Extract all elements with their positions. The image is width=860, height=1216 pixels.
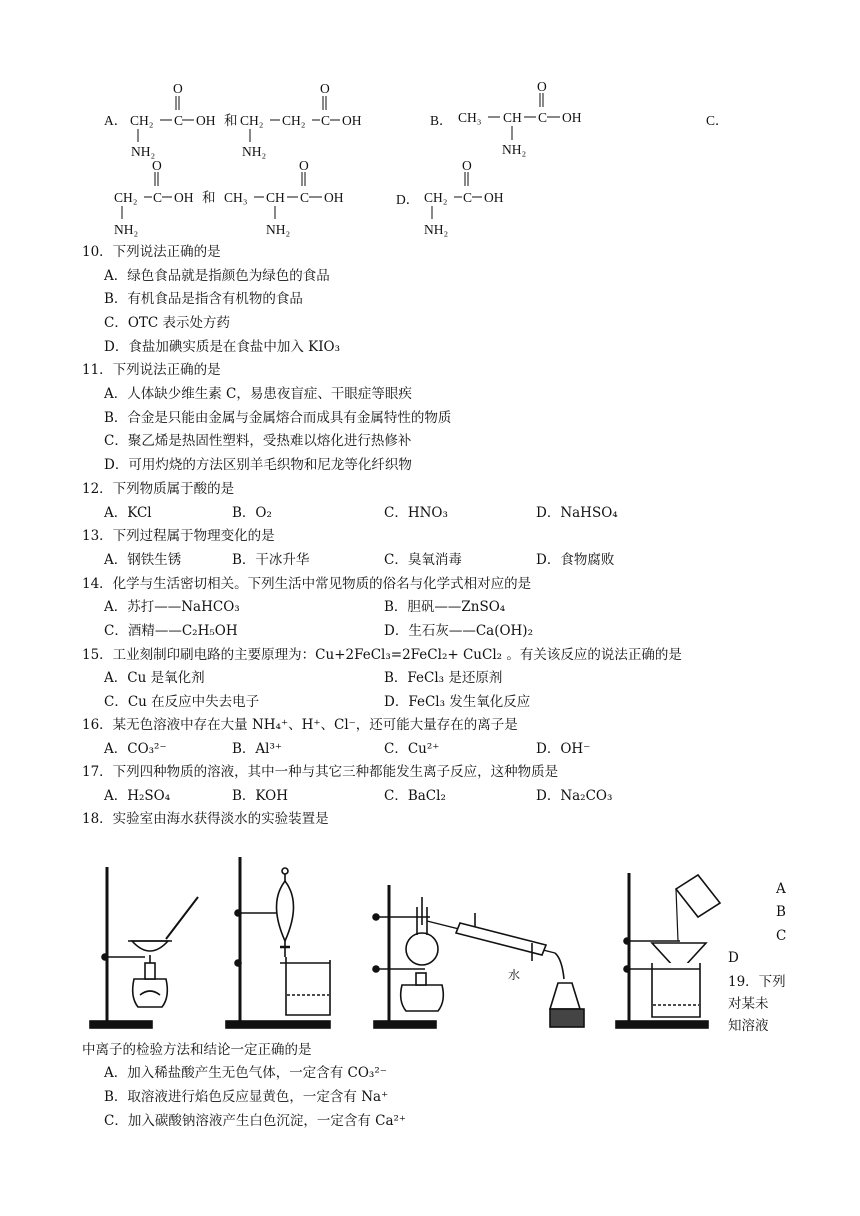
q15-option-c: C．Cu 在反应中失去电子 bbox=[104, 694, 260, 710]
side-letter-a: A bbox=[776, 881, 786, 897]
oh-text: OH bbox=[174, 190, 194, 205]
q14-option-a: A．苏打——NaHCO₃ bbox=[104, 599, 240, 615]
q13-option-b: B．干冰升华 bbox=[232, 552, 310, 568]
apparatus-figures bbox=[80, 845, 840, 1035]
q11-option-a: A．人体缺少维生素 C，易患夜盲症、干眼症等眼疾 bbox=[104, 386, 412, 402]
q12-option-b: B．O₂ bbox=[232, 505, 272, 521]
oh-text: OH bbox=[562, 110, 582, 125]
q16-option-b: B．Al³⁺ bbox=[232, 741, 283, 757]
q11-option-c: C．聚乙烯是热固性塑料，受热难以熔化进行热修补 bbox=[104, 433, 412, 449]
and-text: 和 bbox=[202, 190, 216, 205]
nh2-text: NH₂ bbox=[131, 144, 156, 159]
q19-stem-part1: 19．下列 bbox=[728, 974, 786, 990]
q10-option-a: A．绿色食品就是指颜色为绿色的食品 bbox=[104, 268, 330, 284]
evaporation-apparatus bbox=[90, 867, 198, 1028]
separatory-funnel-apparatus bbox=[226, 857, 330, 1028]
q10-option-c: C．OTC 表示处方药 bbox=[104, 315, 231, 331]
q17-option-c: C．BaCl₂ bbox=[384, 788, 446, 804]
ch3-text: CH₃ bbox=[458, 110, 482, 125]
beta-alanine-a bbox=[240, 81, 362, 159]
q15-option-a: A．Cu 是氧化剂 bbox=[104, 670, 205, 686]
c-text: C bbox=[153, 190, 163, 205]
nh2-text: NH₂ bbox=[242, 144, 267, 159]
option-c-label: C． bbox=[706, 113, 729, 128]
q18-stem: 18．实验室由海水获得淡水的实验装置是 bbox=[82, 811, 329, 827]
q14-option-b: B．胆矾——ZnSO₄ bbox=[384, 599, 506, 615]
q17-option-b: B．KOH bbox=[232, 788, 288, 804]
o-text: O bbox=[537, 79, 547, 94]
side-letter-d: D bbox=[728, 950, 739, 966]
q13-option-c: C．臭氧消毒 bbox=[384, 552, 462, 568]
c-text: C bbox=[321, 113, 331, 128]
oh-text: OH bbox=[342, 113, 362, 128]
q13-option-d: D．食物腐败 bbox=[536, 552, 615, 568]
option-d-label: D． bbox=[396, 192, 420, 207]
q16-option-d: D．OH⁻ bbox=[536, 741, 591, 757]
nh2-text: NH₂ bbox=[424, 222, 449, 237]
q15-option-b: B．FeCl₃ 是还原剂 bbox=[384, 670, 503, 686]
ch2-text: CH₂ bbox=[282, 113, 306, 128]
q11-option-d: D．可用灼烧的方法区别羊毛织物和尼龙等化纤织物 bbox=[104, 457, 412, 473]
q15-stem: 15．工业刻制印刷电路的主要原理为：Cu+2FeCl₃=2FeCl₂+ CuCl₂ 。有关该反应的说法正确的是 bbox=[82, 647, 682, 663]
nh2-text: NH₂ bbox=[502, 142, 527, 157]
q10-option-b: B．有机食品是指含有机物的食品 bbox=[104, 291, 303, 307]
q13-stem: 13．下列过程属于物理变化的是 bbox=[82, 528, 275, 544]
c-text: C bbox=[538, 110, 548, 125]
q11-stem: 11．下列说法正确的是 bbox=[82, 362, 221, 378]
q13-option-a: A．钢铁生锈 bbox=[104, 552, 182, 568]
filtration-apparatus bbox=[616, 873, 720, 1028]
distillation-apparatus bbox=[373, 885, 584, 1028]
q17-stem: 17．下列四种物质的溶液，其中一种与其它三种都能发生离子反应，这种物质是 bbox=[82, 764, 559, 780]
q16-option-c: C．Cu²⁺ bbox=[384, 741, 440, 757]
nh2-text: NH₂ bbox=[266, 222, 291, 237]
q19-stem-part3: 知溶液 bbox=[728, 1018, 769, 1034]
structures-q9 bbox=[0, 0, 860, 250]
water-label: 水 bbox=[508, 968, 521, 982]
q17-option-a: A．H₂SO₄ bbox=[104, 788, 171, 804]
o-text: O bbox=[299, 158, 309, 173]
q17-option-d: D．Na₂CO₃ bbox=[536, 788, 613, 804]
o-text: O bbox=[462, 158, 472, 173]
ch-text: CH bbox=[503, 110, 522, 125]
q11-option-b: B．合金是只能由金属与金属熔合而成具有金属特性的物质 bbox=[104, 410, 452, 426]
oh-text: OH bbox=[196, 113, 216, 128]
ch2-text: CH₂ bbox=[114, 190, 138, 205]
q19-stem-part4: 中离子的检验方法和结论一定正确的是 bbox=[82, 1042, 312, 1058]
q16-option-a: A．CO₃²⁻ bbox=[104, 741, 167, 757]
alanine-b bbox=[458, 79, 582, 157]
c-text: C bbox=[463, 190, 473, 205]
q14-option-c: C．酒精——C₂H₅OH bbox=[104, 623, 238, 639]
q14-stem: 14．化学与生活密切相关。下列生活中常见物质的俗名与化学式相对应的是 bbox=[82, 576, 532, 592]
ch2-text: CH₂ bbox=[240, 113, 264, 128]
ch2-text: CH₂ bbox=[130, 113, 154, 128]
q12-option-c: C．HNO₃ bbox=[384, 505, 448, 521]
nh2-text: NH₂ bbox=[114, 222, 139, 237]
q12-option-d: D．NaHSO₄ bbox=[536, 505, 618, 521]
o-text: O bbox=[173, 81, 183, 96]
glycine-d bbox=[424, 158, 504, 237]
q19-option-a: A．加入稀盐酸产生无色气体，一定含有 CO₃²⁻ bbox=[104, 1065, 387, 1081]
q19-option-b: B．取溶液进行焰色反应显黄色，一定含有 Na⁺ bbox=[104, 1089, 389, 1105]
q16-stem: 16．某无色溶液中存在大量 NH₄⁺、H⁺、Cl⁻，还可能大量存在的离子是 bbox=[82, 717, 518, 733]
q14-option-d: D．生石灰——Ca(OH)₂ bbox=[384, 623, 533, 639]
oh-text: OH bbox=[484, 190, 504, 205]
c-text: C bbox=[300, 190, 310, 205]
side-letter-b: B bbox=[776, 904, 786, 920]
side-letter-c: C bbox=[776, 928, 787, 944]
glycine-a bbox=[130, 81, 216, 159]
q12-stem: 12．下列物质属于酸的是 bbox=[82, 481, 235, 497]
o-text: O bbox=[152, 158, 162, 173]
ch-text: CH bbox=[266, 190, 285, 205]
and-text: 和 bbox=[224, 113, 238, 128]
alanine-c bbox=[224, 158, 344, 237]
ch3-text: CH₃ bbox=[224, 190, 248, 205]
ch2-text: CH₂ bbox=[424, 190, 448, 205]
option-a-label: A． bbox=[104, 113, 128, 128]
q19-option-c: C．加入碳酸钠溶液产生白色沉淀，一定含有 Ca²⁺ bbox=[104, 1113, 407, 1129]
option-b-label: B． bbox=[430, 113, 453, 128]
glycine-c bbox=[114, 158, 194, 237]
q10-stem: 10．下列说法正确的是 bbox=[82, 244, 221, 260]
c-text: C bbox=[174, 113, 184, 128]
o-text: O bbox=[320, 81, 330, 96]
q19-stem-part2: 对某未 bbox=[728, 996, 769, 1012]
q12-option-a: A．KCl bbox=[104, 505, 152, 521]
q15-option-d: D．FeCl₃ 发生氧化反应 bbox=[384, 694, 531, 710]
oh-text: OH bbox=[324, 190, 344, 205]
q10-option-d: D．食盐加碘实质是在食盐中加入 KIO₃ bbox=[104, 339, 341, 355]
